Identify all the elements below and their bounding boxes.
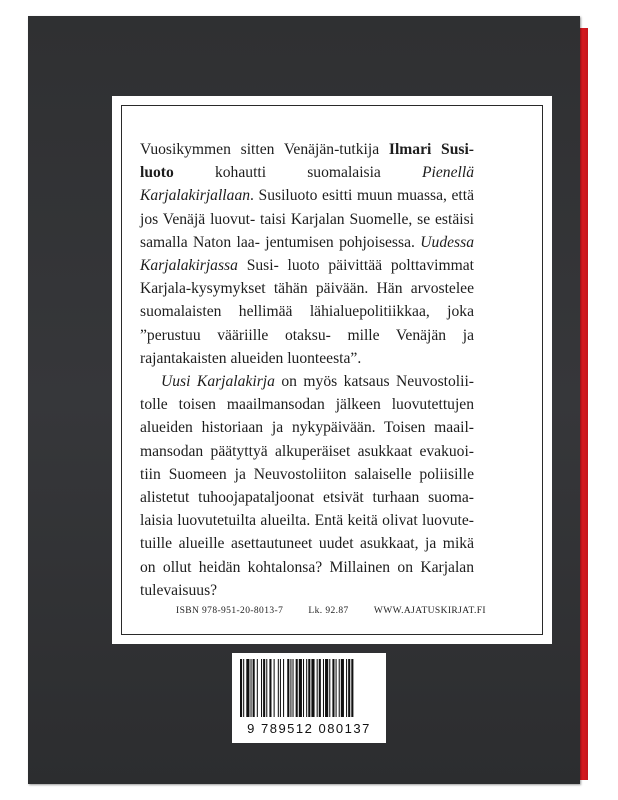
isbn-text: ISBN 978-951-20-8013-7 — [176, 606, 284, 616]
previous-book-title: Pienellä Karjalakirjallaan — [140, 164, 474, 205]
barcode-bar — [269, 659, 271, 717]
barcode-bar — [290, 659, 291, 717]
barcode-bar — [287, 659, 289, 717]
barcode-bar — [261, 659, 262, 717]
barcode-bar — [243, 659, 244, 717]
barcode-bar — [246, 659, 249, 717]
barcode-bar — [341, 659, 344, 717]
barcode-bar — [308, 659, 310, 717]
barcode-bar — [251, 659, 252, 717]
barcode-bar — [266, 659, 267, 717]
barcode-bar — [299, 659, 302, 717]
publication-info — [176, 606, 486, 616]
barcode — [232, 653, 386, 743]
book-title-mention-2: Uusi Karjalakirja — [161, 373, 275, 391]
barcode-bar — [348, 659, 350, 717]
barcode-bar — [319, 659, 321, 717]
back-cover-blurb — [140, 138, 474, 602]
barcode-bar — [329, 659, 330, 717]
barcode-bar — [283, 659, 284, 717]
library-class: Lk. 92.87 — [308, 606, 349, 616]
barcode-bar — [336, 659, 337, 717]
barcode-bar — [240, 659, 242, 717]
barcode-bar — [274, 659, 275, 717]
barcode-bar — [323, 659, 324, 717]
barcode-number: 9 789512 080137 — [247, 721, 371, 736]
barcode-bar — [296, 659, 298, 717]
barcode-bar — [293, 659, 294, 717]
publisher-website: WWW.AJATUSKIRJAT.FI — [373, 606, 486, 616]
blurb-paragraph-2: Uusi Karjalakirja on myös katsaus Neuvostolii- tolle toisen maailmansodan jälkeen luovutettujen alueiden historiaan ja nykypäivään. Toisen maail- mansodan päätyttyä alkuperäiset asukkaat evakuoi- tiin Suomeen ja Neuvostoliiton salaiselle poliisille alistetut tuhoojapataljoonat etsivät turhaan suoma- laisia luovutetuilta alueilta. Entä keitä olivat luovute- tuille alueille asettautuneet uudet asukkaat, ja mikä on ollut heidän kohtalonsa? Millainen on Karjalan tulevaisuus? — [140, 373, 474, 599]
author-name: Ilmari Susi- luoto — [140, 141, 474, 182]
blurb-paragraph-1: Vuosikymmen sitten Venäjän-tutkija Ilmari Susi- luoto kohautti suomalaisia Pienellä Karjalakirjallaan. Susiluoto esitti muun muassa, että jos Venäjä luovut- taisi Karjalan Suomelle, se estäisi samalla Naton laa- jentumisen pohjoisessa. Uudessa Karjalakirjassa Susi- luoto päivittää polttavimmat Karjala-kysymykset tähän päivään. Hän arvostelee suomalaisten hellimää lähialuepolitiikkaa, joka ”perustuu vääriille otaksu- mille Venäjän ja rajantakaisten alueiden luonteesta”. — [140, 141, 474, 367]
barcode-bar — [317, 659, 318, 717]
barcode-bar — [253, 659, 255, 717]
barcode-bars — [240, 659, 378, 719]
book-title-mention: Uudessa Karjalakirjassa — [140, 233, 474, 275]
barcode-bar — [257, 659, 258, 717]
barcode-bar — [278, 659, 279, 717]
barcode-bar — [346, 659, 347, 717]
barcode-bar — [311, 659, 314, 717]
barcode-bar — [339, 659, 340, 717]
barcode-bar — [303, 659, 304, 717]
barcode-bar — [351, 659, 353, 717]
barcode-bar — [332, 659, 334, 717]
barcode-bar — [280, 659, 281, 717]
barcode-bar — [263, 659, 265, 717]
barcode-bar — [306, 659, 307, 717]
barcode-bar — [325, 659, 328, 717]
